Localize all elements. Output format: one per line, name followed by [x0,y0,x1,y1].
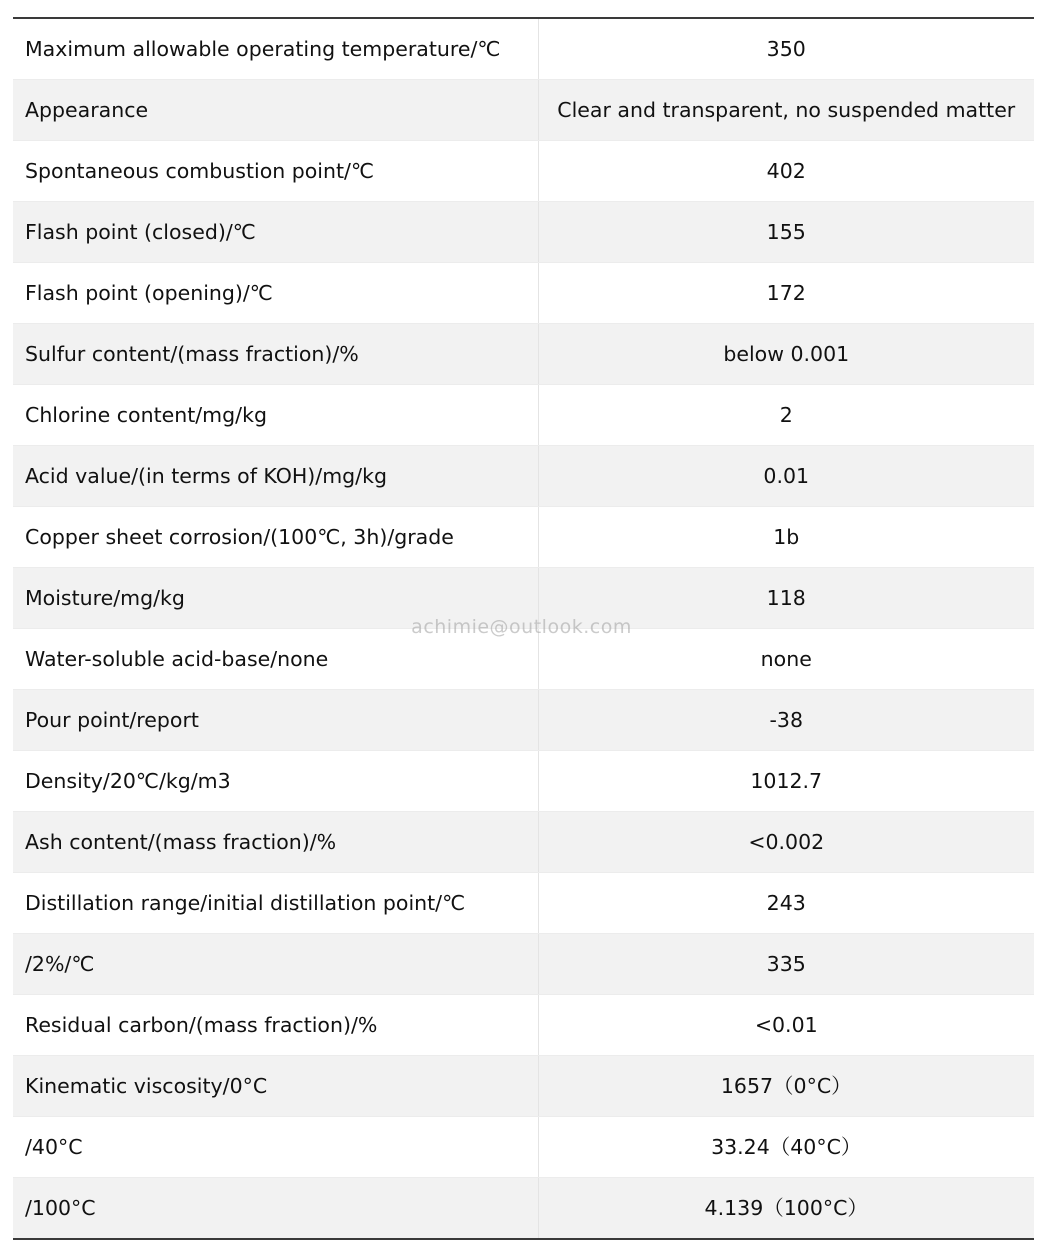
property-cell: Moisture/mg/kg [13,568,538,629]
table-row [13,507,1034,568]
value-cell: 335 [538,934,1034,995]
property-cell: Density/20℃/kg/m3 [13,751,538,812]
value-cell: <0.002 [538,812,1034,873]
table-row [13,1056,1034,1117]
property-cell: Acid value/(in terms of KOH)/mg/kg [13,446,538,507]
property-cell: Kinematic viscosity/0°C [13,1056,538,1117]
value-cell: 402 [538,141,1034,202]
table-row [13,202,1034,263]
value-cell: 350 [538,18,1034,80]
table-row [13,18,1034,80]
table-row [13,568,1034,629]
value-cell: 33.24（40°C） [538,1117,1034,1178]
table-row [13,934,1034,995]
property-cell: Copper sheet corrosion/(100℃, 3h)/grade [13,507,538,568]
property-cell: Flash point (closed)/℃ [13,202,538,263]
value-cell: Clear and transparent, no suspended matter [538,80,1034,141]
table-row [13,629,1034,690]
value-cell: -38 [538,690,1034,751]
property-cell: Chlorine content/mg/kg [13,385,538,446]
value-cell: 172 [538,263,1034,324]
value-cell: 155 [538,202,1034,263]
value-cell: 1012.7 [538,751,1034,812]
property-cell: /2%/℃ [13,934,538,995]
value-cell: 2 [538,385,1034,446]
property-cell: /40°C [13,1117,538,1178]
table-row [13,80,1034,141]
property-cell: Residual carbon/(mass fraction)/% [13,995,538,1056]
table-row [13,141,1034,202]
value-cell: <0.01 [538,995,1034,1056]
property-cell: Distillation range/initial distillation point/℃ [13,873,538,934]
property-cell: /100°C [13,1178,538,1240]
property-cell: Pour point/report [13,690,538,751]
table-row [13,751,1034,812]
value-cell: none [538,629,1034,690]
property-cell: Appearance [13,80,538,141]
table-row [13,446,1034,507]
table-row [13,324,1034,385]
value-cell: below 0.001 [538,324,1034,385]
value-cell: 1b [538,507,1034,568]
property-cell: Maximum allowable operating temperature/℃ [13,18,538,80]
table-row [13,995,1034,1056]
property-cell: Flash point (opening)/℃ [13,263,538,324]
table-row [13,263,1034,324]
table-row [13,812,1034,873]
property-cell: Sulfur content/(mass fraction)/% [13,324,538,385]
property-cell: Spontaneous combustion point/℃ [13,141,538,202]
table-row [13,690,1034,751]
table-row [13,1117,1034,1178]
table-row [13,873,1034,934]
table-row [13,1178,1034,1240]
value-cell: 0.01 [538,446,1034,507]
value-cell: 243 [538,873,1034,934]
value-cell: 118 [538,568,1034,629]
value-cell: 4.139（100°C） [538,1178,1034,1240]
specification-table [13,17,1034,1240]
property-cell: Ash content/(mass fraction)/% [13,812,538,873]
table-row [13,385,1034,446]
value-cell: 1657（0°C） [538,1056,1034,1117]
watermark: achimie@outlook.com [411,616,632,638]
property-cell: Water-soluble acid-base/none [13,629,538,690]
